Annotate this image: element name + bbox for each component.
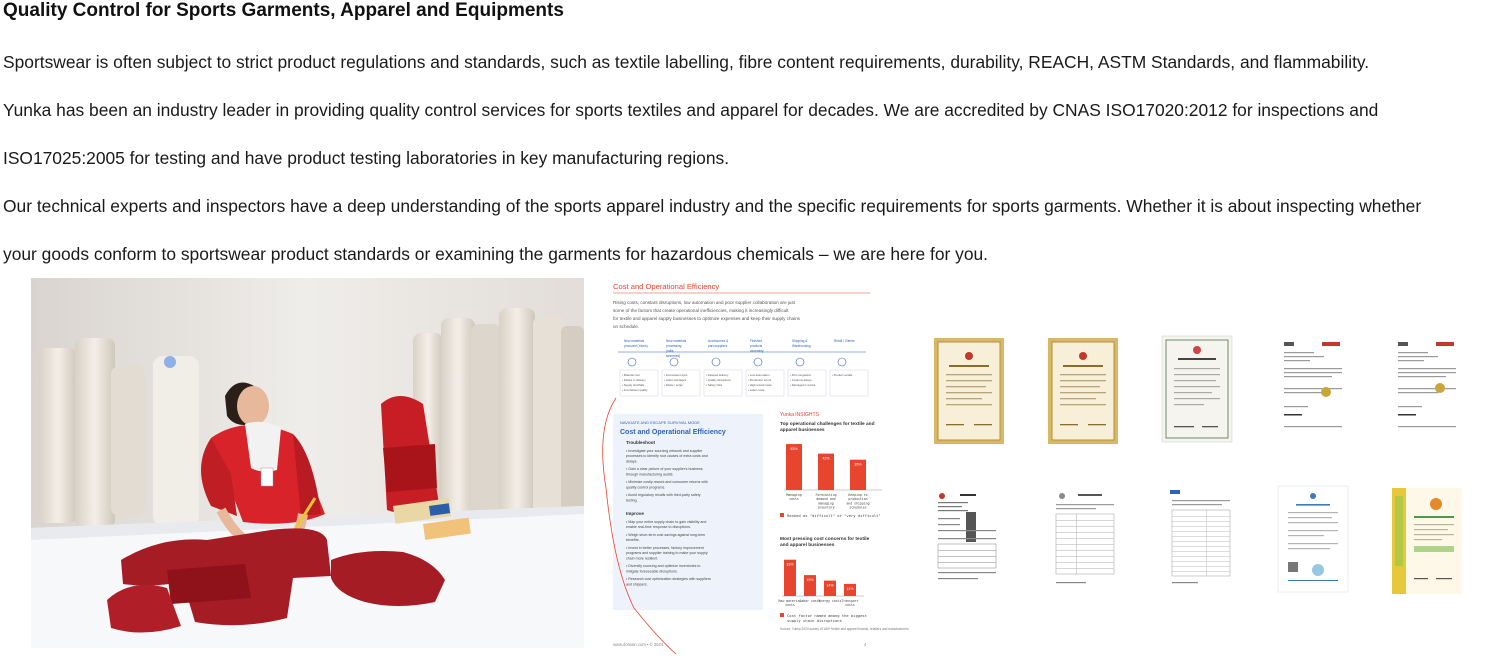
report-intro: some of the factors that create operational inefficiencies, making it increasingly difficult (613, 308, 789, 313)
bullet-line: mitigate foreseeable disruptions. (626, 569, 678, 574)
flow-note: • Port congestion (790, 373, 812, 377)
chart1-legend: Ranked as "difficult" or "very difficult" (787, 513, 881, 518)
flow-note: • Safety risks (706, 383, 723, 387)
flow-note: • Damaged in transit (790, 383, 816, 387)
bullet-line: delays. (626, 459, 638, 464)
flow-note: • Inconsistent quality (622, 388, 648, 392)
certificate-gallery (926, 332, 1471, 602)
bar-value-label: 42% (822, 456, 830, 461)
flow-note: • Inconsistent dyes (664, 373, 688, 377)
flow-step-label: procured (Yarns) (624, 344, 648, 348)
bar-category-label: production (848, 497, 868, 502)
flow-note: • High rework rates (748, 383, 772, 387)
flow-step-label: New materials (624, 339, 645, 343)
chart2-legend: Cost factor named among the biggest supply chain disruptions (787, 613, 868, 623)
bar-category-label: Energy costs (818, 599, 842, 603)
report-source: Source: Yunka 2024 survey of 180+ textile and apparel brands, retailers and manufacturers (780, 627, 909, 631)
bar-category-label: inventory (817, 505, 835, 510)
test-report-thumbnail (932, 488, 1002, 594)
bar-value-label: 35% (854, 462, 862, 467)
certificate-thumbnail (1048, 338, 1118, 444)
bullet-line: • Gain a clear picture of your supplier's business (626, 467, 703, 472)
bullet-line: quality control programs. (626, 485, 666, 490)
page-number: 4 (864, 642, 867, 647)
report-intro: Rising costs, constant disruptions, low automation and poor supplier collaboration are just (613, 300, 796, 305)
flow-note: • Material cost (622, 373, 640, 377)
bar-value-label: 33% (786, 562, 794, 567)
paragraph-line: Our technical experts and inspectors have a deep understanding of the sports apparel industry and the specific requirements for sports garments. Whether it is about inspecting whether (3, 196, 1422, 216)
chart1-title: Top operational challenges for textile and apparel businesses (780, 422, 875, 433)
flow-note: • Product recalls (832, 373, 853, 377)
certificate-thumbnail (1162, 336, 1232, 442)
bar-value-label: 19% (806, 578, 814, 583)
flow-step-label: processing (666, 344, 682, 348)
flow-step-label: Finished (750, 339, 763, 343)
bullet-line: • Minimize costly rework and consumer returns with (626, 480, 708, 485)
bar-category-label: Managing (786, 493, 802, 497)
paragraph-line: Sportswear is often subject to strict product regulations and standards, such as textile labelling, fibre content requirements, durability, REACH, ASTM Standards, and flammability. (3, 52, 1370, 72)
bullet-line: processes to identify root causes of extra costs and (626, 454, 708, 459)
report-page-thumbnail (598, 278, 909, 653)
flow-note: • Customs delays (790, 378, 812, 382)
bar-category-label: Forecasting (815, 493, 837, 497)
bar-value-label: 14% (826, 583, 834, 588)
bar-category-label: schedules (849, 505, 867, 510)
flow-step-label: assembly (750, 349, 764, 353)
bullet-line: • Investigate your sourcing network and supplier (626, 449, 703, 453)
highlight-dot (164, 356, 176, 368)
bar-category-label: Transport (841, 599, 859, 603)
box-title: Cost and Operational Efficiency (620, 429, 726, 436)
flow-note: • Delayed delivery (706, 373, 729, 377)
report-intro: on schedule. (613, 324, 640, 329)
box-eyebrow: NAVIGATE AND ESCAPE SURVIVAL MODE (620, 420, 700, 425)
chart2-title: Most pressing cost concerns for textile and apparel businesses (780, 537, 870, 548)
bullet-line: testing. (626, 498, 638, 503)
report-intro: for textile and apparel supply businesses to optimize expenses and keep their supply chains (613, 316, 800, 321)
bar-category-label: Keeping to (848, 493, 868, 497)
test-report-thumbnail (1050, 488, 1120, 594)
certificate-thumbnail (1278, 486, 1348, 592)
bullet-line: and shippers. (626, 582, 648, 587)
bullet-line: chain more resilient. (626, 556, 659, 561)
flow-step-label: Warehousing (792, 344, 811, 348)
flow-step-label: (mills, (666, 349, 675, 353)
bullet-line: • Map your entire supply chain to gain visibility and (626, 520, 707, 524)
paragraph-line: your goods conform to sportswear product standards or examining the garments for hazardous chemicals – we are here for you. (3, 244, 988, 264)
report-footer: www.domain.com • © 2024 (613, 642, 664, 647)
bar-category-label: managing (818, 501, 834, 506)
flow-step-label: New materials (666, 339, 687, 343)
flow-note: • Production errors (748, 378, 772, 382)
certificate-thumbnail (934, 338, 1004, 444)
bar-category-label: costs (789, 497, 799, 502)
bullet-line: through manufacturing audits. (626, 472, 674, 477)
bullet-line: benefits. (626, 538, 640, 543)
paragraph-line: ISO17025:2005 for testing and have product testing laboratories in key manufacturing regions. (3, 148, 730, 168)
insights-label: Yunka INSIGHTS (780, 412, 819, 418)
bar-category-label: and shipping (846, 501, 870, 506)
flow-note: • Waste / scrap (664, 383, 683, 387)
bullet-line: programs and supplier training to make your supply (626, 551, 708, 556)
improve-label: Improve (626, 511, 644, 516)
bar-category-label: costs (785, 603, 795, 608)
bullet-line: enable real-time response to disruptions. (626, 525, 691, 530)
flow-note: • Delays in delivery (622, 378, 646, 382)
bar-value-label: 53% (790, 447, 798, 452)
flow-step-label: Shipping & (792, 339, 808, 343)
flow-note: • Supply shortfalls (622, 383, 645, 387)
flow-note: • Labor costs (748, 388, 765, 392)
bar-value-label: 11% (846, 586, 854, 591)
bullet-line: • Diversify sourcing and optimize inventories to (626, 564, 701, 569)
flow-step-label: Retail / Clients (834, 339, 855, 343)
paragraph-line: Yunka has been an industry leader in providing quality control services for sports textiles and apparel for decades. We are accredited by CNAS ISO17020:2012 for inspections and (3, 100, 1379, 120)
bullet-line: • Avoid regulatory recalls with third-party safety (626, 493, 701, 498)
certificate-thumbnail (1278, 336, 1348, 442)
bullet-line: • Weigh short-term cost savings against long-term (626, 533, 706, 537)
bar-category-label: demand and (816, 497, 836, 502)
flow-note: • Quality disruptions (706, 378, 731, 382)
inspector-photo-illustration (31, 278, 584, 648)
inspector-photo (31, 278, 584, 648)
report-page (598, 278, 909, 653)
flow-note: • Labor shortages (664, 378, 686, 382)
report-heading: Cost and Operational Efficiency (613, 282, 720, 291)
test-report-thumbnail (1166, 486, 1236, 592)
bar-category-label: Labor costs (799, 599, 821, 603)
bullet-line: • Research cost optimization strategies with suppliers (626, 577, 711, 582)
troubleshoot-label: Troubleshoot (626, 440, 656, 445)
flow-note: • Low automation (748, 373, 770, 377)
certificate-thumbnail (1392, 488, 1462, 594)
bullet-line: • Invest in better processes, factory improvement (626, 546, 704, 550)
certificate-thumbnail (1392, 336, 1462, 442)
page-title: Quality Control for Sports Garments, Apparel and Equipments (3, 0, 564, 21)
bar-category-label: Raw material (778, 599, 802, 603)
flow-step-label: tanneries) (666, 354, 681, 358)
flow-step-label: Accessories & (708, 339, 729, 343)
flow-step-label: part-suppliers (708, 344, 728, 348)
flow-step-label: products (750, 344, 763, 348)
bar-category-label: costs (845, 603, 855, 608)
